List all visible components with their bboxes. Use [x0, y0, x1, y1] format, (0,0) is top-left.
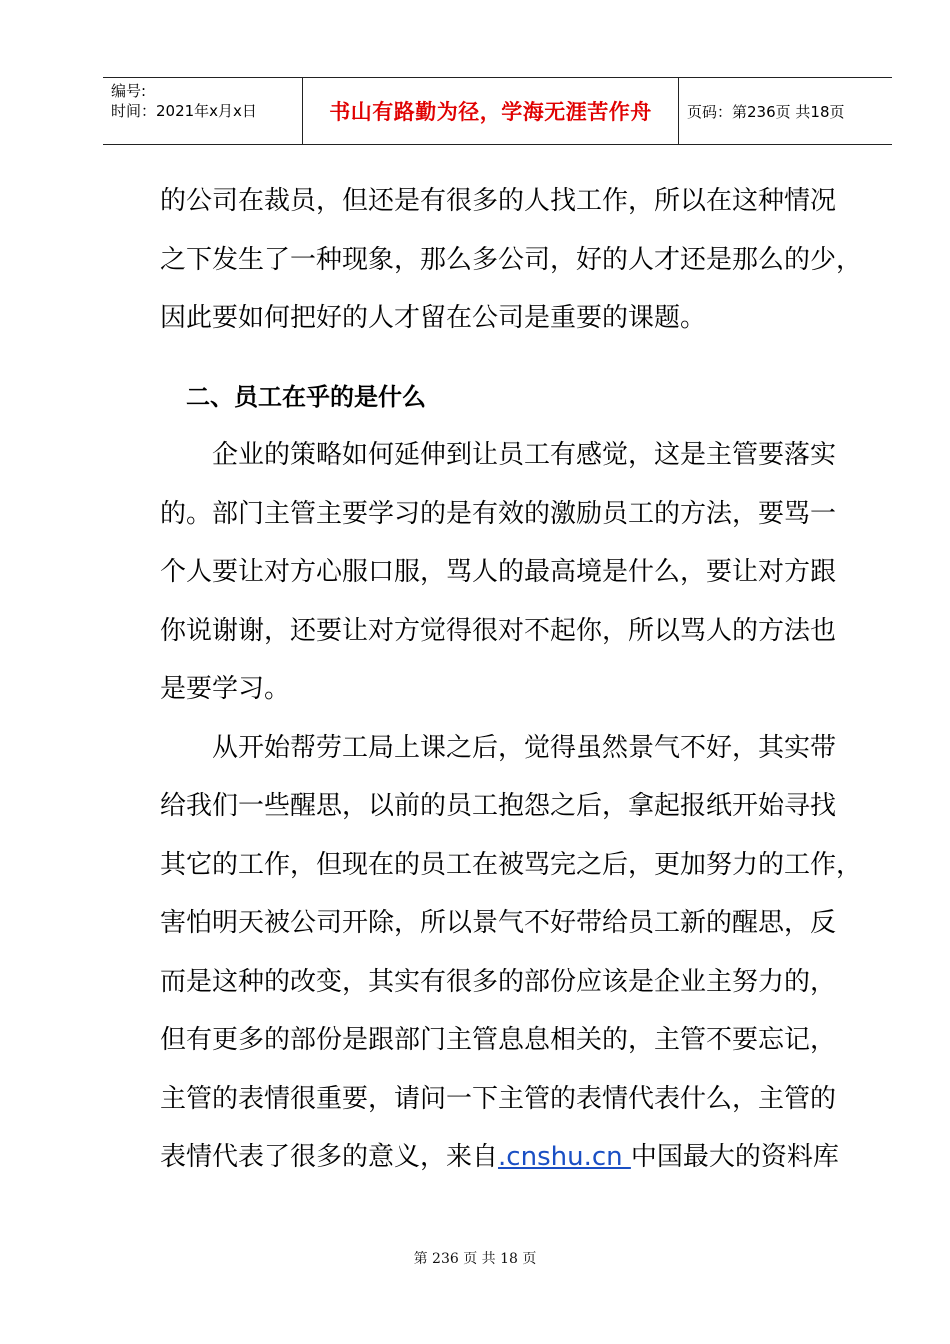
- number-label: 编号:: [111, 82, 147, 100]
- text-line: 害怕明天被公司开除，所以景气不好带给员工新的醒思，反: [160, 908, 837, 938]
- header-meta: [103, 78, 303, 144]
- document-body: [160, 172, 863, 1187]
- section-heading: 二、员工在乎的是什么: [186, 382, 426, 411]
- text-line: 从开始帮劳工局上课之后，觉得虽然景气不好，其实带: [212, 732, 837, 763]
- text-line: 但有更多的部份是跟部门主管息息相关的，主管不要忘记，: [160, 1025, 837, 1055]
- text-line: 是要学习。: [160, 674, 291, 704]
- source-link[interactable]: .cnshu.cn: [498, 1142, 631, 1172]
- paragraph-1: [160, 172, 863, 348]
- text-line: 其它的工作，但现在的员工在被骂完之后，更加努力的工作，: [160, 849, 863, 880]
- text-line: 的公司在裁员，但还是有很多的人找工作，所以在这种情况: [160, 186, 837, 216]
- time-label: 时间：2021年x月x日: [111, 102, 257, 120]
- header-page-info: 页码：第236页 共18页: [687, 102, 845, 121]
- text-line: 个人要让对方心服口服，骂人的最高境是什么，要让对方跟: [160, 557, 837, 587]
- text-line: 企业的策略如何延伸到让员工有感觉，这是主管要落实: [212, 440, 837, 470]
- source-suffix: 中国最大的资料库: [630, 1142, 839, 1172]
- page-footer: 第 236 页 共 18 页: [413, 1251, 537, 1267]
- header-motto: 书山有路勤为径，学海无涯苦作舟: [303, 78, 679, 144]
- text-line: 你说谢谢，还要让对方觉得很对不起你，所以骂人的方法也: [160, 615, 837, 646]
- text-line: 而是这种的改变，其实有很多的部份应该是企业主努力的，: [160, 966, 837, 997]
- page-header: [103, 77, 892, 145]
- source-prefix: 来自: [446, 1142, 499, 1172]
- paragraph-2: [160, 426, 850, 719]
- text-line: 的。部门主管主要学习的是有效的激励员工的方法，要骂一: [160, 498, 837, 529]
- text-line: 因此要如何把好的人才留在公司是重要的课题。: [160, 303, 707, 333]
- paragraph-3: [160, 719, 863, 1187]
- text-line-with-source: [160, 1128, 850, 1187]
- text-line: 给我们一些醒思，以前的员工抱怨之后，拿起报纸开始寻找: [160, 791, 837, 821]
- text-line: 之下发生了一种现象，那么多公司，好的人才还是那么的少，: [160, 244, 863, 275]
- text-line: 主管的表情很重要，请问一下主管的表情代表什么，主管的: [160, 1083, 837, 1114]
- last-line-text: 表情代表了很多的意义，: [160, 1142, 447, 1172]
